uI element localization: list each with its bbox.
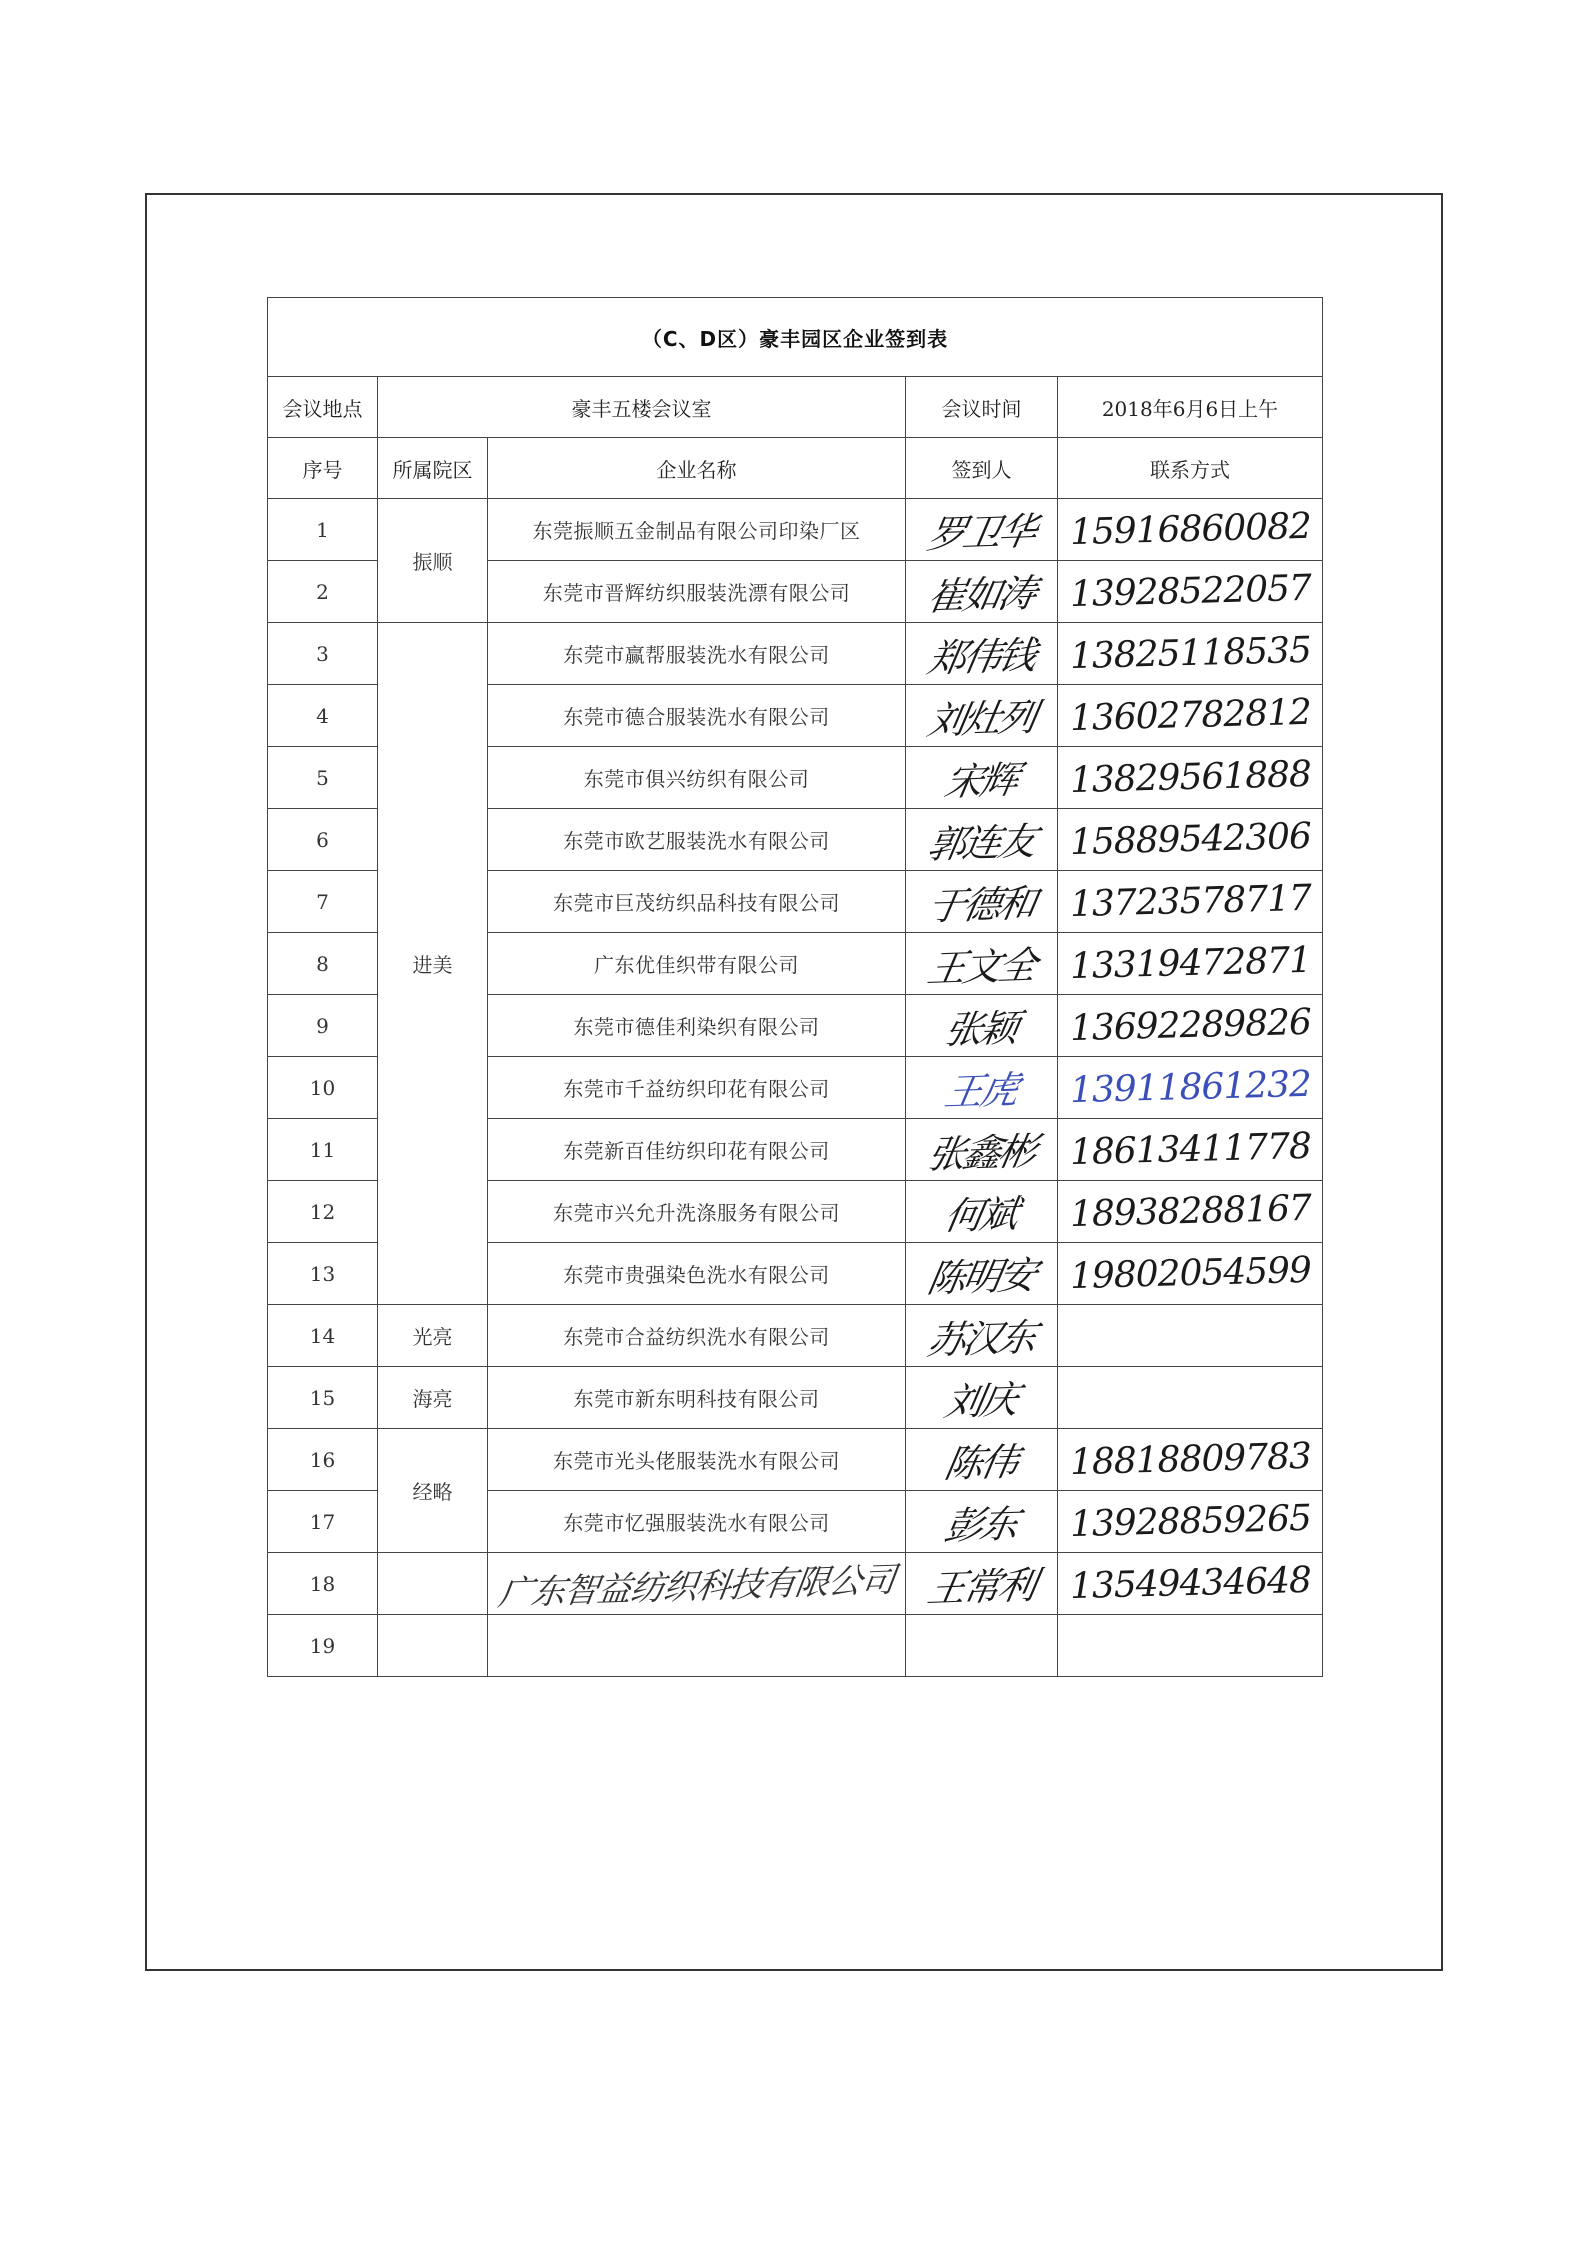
phone-number: 13723578717 <box>1069 877 1311 926</box>
row-index: 10 <box>268 1057 378 1119</box>
phone-number: 18613411778 <box>1069 1125 1311 1174</box>
park-cell: 海亮 <box>378 1367 488 1429</box>
park-cell: 光亮 <box>378 1305 488 1367</box>
location-label: 会议地点 <box>268 377 378 438</box>
signature: 王文全 <box>924 943 1038 991</box>
sign-in-sheet <box>267 297 1322 1677</box>
header-index: 序号 <box>268 438 378 499</box>
contact-cell <box>1058 747 1323 809</box>
contact-cell <box>1058 1057 1323 1119</box>
signature: 宋辉 <box>941 757 1021 805</box>
row-index: 15 <box>268 1367 378 1429</box>
row-index: 13 <box>268 1243 378 1305</box>
signature: 彭东 <box>941 1501 1021 1549</box>
sign-in-table <box>267 297 1323 1677</box>
contact-cell <box>1058 1119 1323 1181</box>
phone-number: 13319472871 <box>1069 939 1311 988</box>
signature: 于德和 <box>924 881 1038 929</box>
company-name: 广东优佳织带有限公司 <box>488 933 906 995</box>
company-name: 东莞市光头佬服装洗水有限公司 <box>488 1429 906 1491</box>
row-index: 17 <box>268 1491 378 1553</box>
contact-cell <box>1058 1367 1323 1429</box>
contact-cell <box>1058 871 1323 933</box>
signer-cell <box>906 1429 1058 1491</box>
contact-cell <box>1058 1429 1323 1491</box>
phone-number: 13602782812 <box>1069 691 1311 740</box>
row-index: 8 <box>268 933 378 995</box>
header-contact: 联系方式 <box>1058 438 1323 499</box>
handwritten-company-name: 广东智益纺织科技有限公司 <box>495 1559 897 1615</box>
signature: 陈伟 <box>941 1439 1021 1487</box>
signature: 张颖 <box>941 1005 1021 1053</box>
park-cell: 进美 <box>378 623 488 1305</box>
signature: 郑伟钱 <box>924 633 1038 681</box>
row-index: 9 <box>268 995 378 1057</box>
company-name: 东莞新百佳纺织印花有限公司 <box>488 1119 906 1181</box>
row-index: 11 <box>268 1119 378 1181</box>
signer-cell <box>906 871 1058 933</box>
phone-number: 19802054599 <box>1069 1249 1311 1298</box>
table-row <box>268 499 1323 561</box>
park-cell: 经略 <box>378 1429 488 1553</box>
company-name: 东莞市贵强染色洗水有限公司 <box>488 1243 906 1305</box>
signer-cell <box>906 1367 1058 1429</box>
time-value: 2018年6月6日上午 <box>1058 377 1323 438</box>
company-name: 东莞市千益纺织印花有限公司 <box>488 1057 906 1119</box>
header-signer: 签到人 <box>906 438 1058 499</box>
signature: 刘庆 <box>941 1377 1021 1425</box>
signer-cell <box>906 1057 1058 1119</box>
contact-cell <box>1058 933 1323 995</box>
signer-cell <box>906 1119 1058 1181</box>
signature: 王虎 <box>941 1067 1021 1115</box>
signer-cell <box>906 933 1058 995</box>
signature: 刘灶列 <box>924 695 1038 743</box>
header-park: 所属院区 <box>378 438 488 499</box>
signature: 苏汉东 <box>924 1315 1038 1363</box>
table-row <box>268 1429 1323 1491</box>
contact-cell <box>1058 1491 1323 1553</box>
signature: 郭连友 <box>924 819 1038 867</box>
row-index: 3 <box>268 623 378 685</box>
company-name: 东莞市新东明科技有限公司 <box>488 1367 906 1429</box>
company-name: 东莞市合益纺织洗水有限公司 <box>488 1305 906 1367</box>
contact-cell <box>1058 685 1323 747</box>
phone-number: 15889542306 <box>1069 815 1311 864</box>
signer-cell <box>906 685 1058 747</box>
row-index: 2 <box>268 561 378 623</box>
row-index: 16 <box>268 1429 378 1491</box>
time-label: 会议时间 <box>906 377 1058 438</box>
contact-cell <box>1058 1181 1323 1243</box>
signature: 张鑫彬 <box>924 1129 1038 1177</box>
contact-cell <box>1058 1615 1323 1677</box>
phone-number: 13692289826 <box>1069 1001 1311 1050</box>
phone-number: 13928522057 <box>1069 567 1311 616</box>
signer-cell <box>906 499 1058 561</box>
signer-cell <box>906 1243 1058 1305</box>
row-index: 7 <box>268 871 378 933</box>
phone-number: 13829561888 <box>1069 753 1311 802</box>
signer-cell <box>906 995 1058 1057</box>
contact-cell <box>1058 809 1323 871</box>
location-value: 豪丰五楼会议室 <box>378 377 906 438</box>
company-name <box>488 1615 906 1677</box>
company-name <box>488 1553 906 1615</box>
contact-cell <box>1058 623 1323 685</box>
table-title: （C、D区）豪丰园区企业签到表 <box>268 298 1323 377</box>
contact-cell <box>1058 995 1323 1057</box>
row-index: 19 <box>268 1615 378 1677</box>
phone-number: 13549434648 <box>1069 1559 1311 1608</box>
park-cell <box>378 1553 488 1615</box>
row-index: 4 <box>268 685 378 747</box>
table-row <box>268 1553 1323 1615</box>
contact-cell <box>1058 1553 1323 1615</box>
row-index: 12 <box>268 1181 378 1243</box>
row-index: 6 <box>268 809 378 871</box>
company-name: 东莞市赢帮服装洗水有限公司 <box>488 623 906 685</box>
signer-cell <box>906 1553 1058 1615</box>
phone-number: 13911861232 <box>1069 1063 1311 1112</box>
company-name: 东莞市德合服装洗水有限公司 <box>488 685 906 747</box>
company-name: 东莞市忆强服装洗水有限公司 <box>488 1491 906 1553</box>
row-index: 18 <box>268 1553 378 1615</box>
signer-cell <box>906 747 1058 809</box>
contact-cell <box>1058 1243 1323 1305</box>
phone-number: 13928859265 <box>1069 1497 1311 1546</box>
signer-cell <box>906 623 1058 685</box>
signer-cell <box>906 1491 1058 1553</box>
company-name: 东莞市巨茂纺织品科技有限公司 <box>488 871 906 933</box>
phone-number: 18818809783 <box>1069 1435 1311 1484</box>
row-index: 1 <box>268 499 378 561</box>
park-cell: 振顺 <box>378 499 488 623</box>
contact-cell <box>1058 1305 1323 1367</box>
signer-cell <box>906 1305 1058 1367</box>
phone-number: 15916860082 <box>1069 505 1311 554</box>
table-row <box>268 623 1323 685</box>
row-index: 5 <box>268 747 378 809</box>
signature: 何斌 <box>941 1191 1021 1239</box>
company-name: 东莞市欧艺服装洗水有限公司 <box>488 809 906 871</box>
signature: 崔如涛 <box>924 571 1038 619</box>
table-row <box>268 1305 1323 1367</box>
signer-cell <box>906 1181 1058 1243</box>
company-name: 东莞市俱兴纺织有限公司 <box>488 747 906 809</box>
signer-cell <box>906 561 1058 623</box>
signature: 罗卫华 <box>924 509 1038 557</box>
signature: 陈明安 <box>924 1253 1038 1301</box>
signer-cell <box>906 809 1058 871</box>
company-name: 东莞市晋辉纺织服装洗漂有限公司 <box>488 561 906 623</box>
table-row <box>268 1615 1323 1677</box>
company-name: 东莞振顺五金制品有限公司印染厂区 <box>488 499 906 561</box>
table-row <box>268 1367 1323 1429</box>
company-name: 东莞市兴允升洗涤服务有限公司 <box>488 1181 906 1243</box>
header-company: 企业名称 <box>488 438 906 499</box>
contact-cell <box>1058 561 1323 623</box>
row-index: 14 <box>268 1305 378 1367</box>
signer-cell <box>906 1615 1058 1677</box>
phone-number: 13825118535 <box>1069 629 1311 678</box>
contact-cell <box>1058 499 1323 561</box>
company-name: 东莞市德佳利染织有限公司 <box>488 995 906 1057</box>
signature: 王常利 <box>924 1563 1038 1611</box>
park-cell <box>378 1615 488 1677</box>
phone-number: 18938288167 <box>1069 1187 1311 1236</box>
